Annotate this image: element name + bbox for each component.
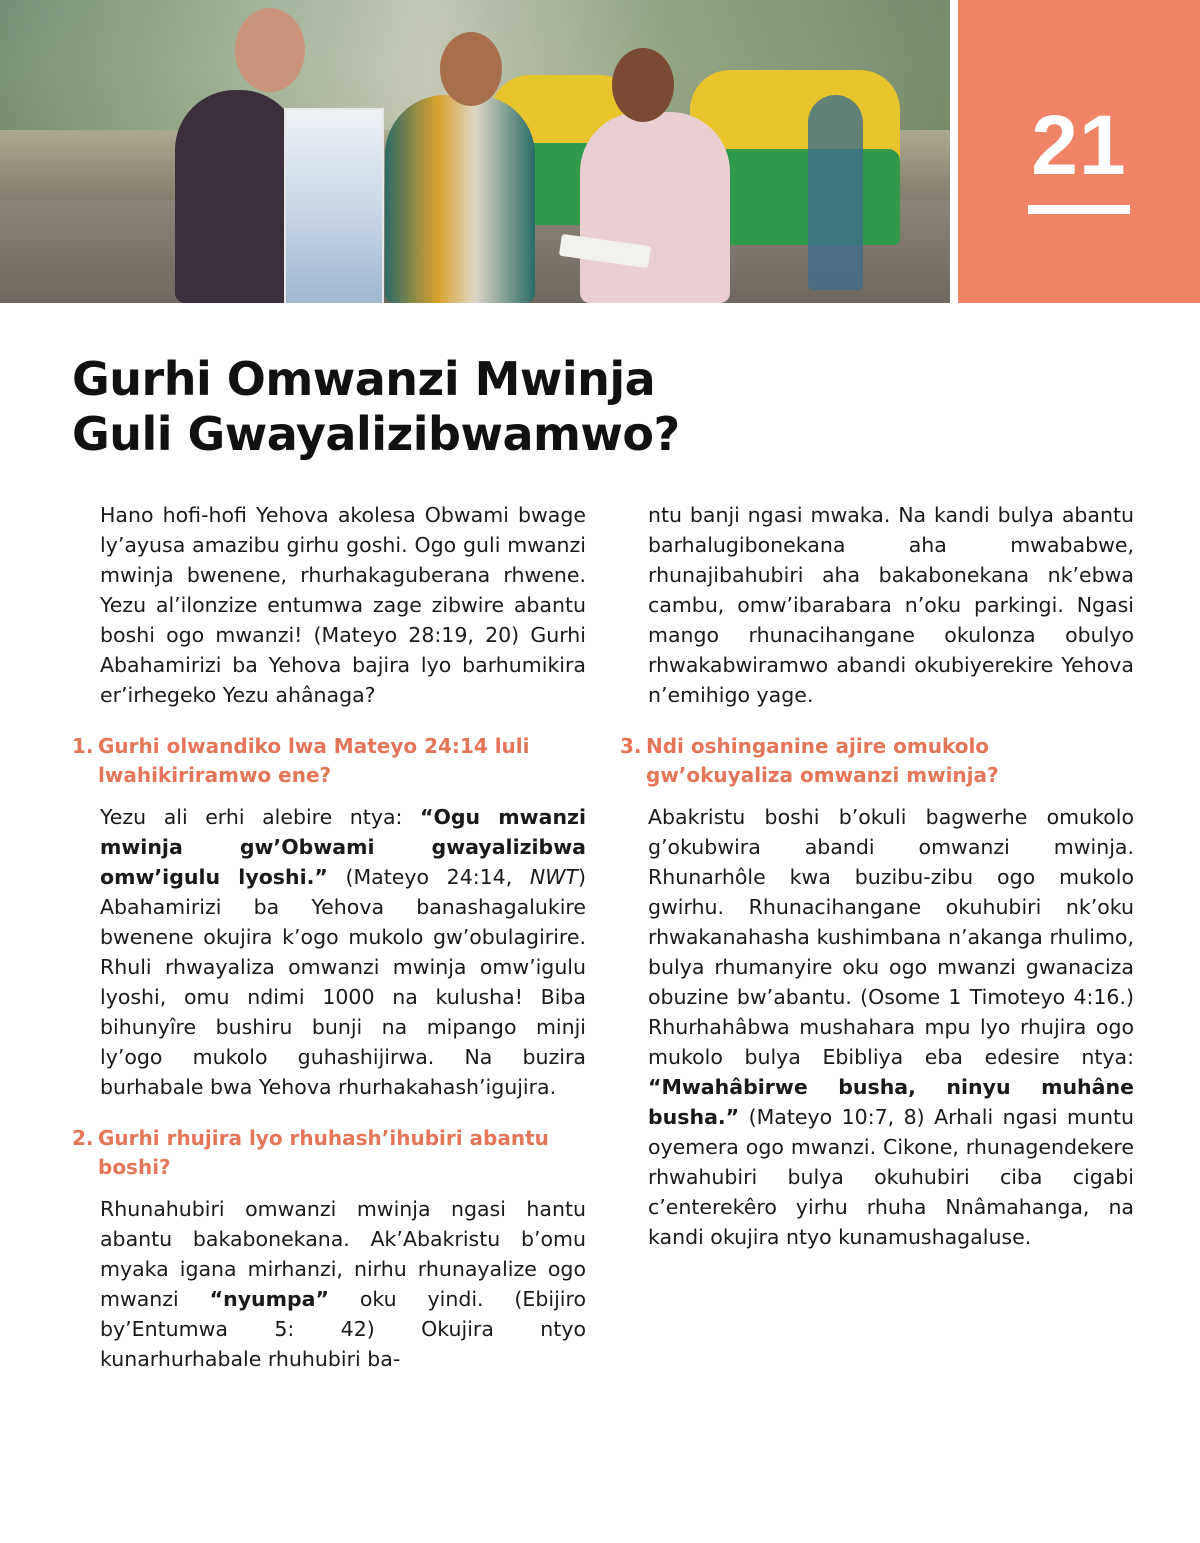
answer-2-rest: oku yindi. (Ebijiro by’Entumwa 5: 42) Okujira ntyo kunarhurhabale rhuhubiri ba-	[100, 1287, 586, 1371]
left-column	[72, 500, 586, 1396]
intro-paragraph: Hano hofi-hofi Yehova akolesa Obwami bwage ly’ayusa amazibu girhu goshi. Ogo guli mwanzi mwinja bwenene, rhurhakaguberana rhwene. Yezu al’ilonzize entumwa zage zibwire abantu boshi ogo mwanzi! (Mateyo 28:19, 20) Gurhi Abahamirizi ba Yehova bajira lyo barhumikira er’irhegeko Yezu ahânaga?	[100, 503, 586, 707]
answer-2-quote: “nyumpa”	[209, 1287, 329, 1311]
question-2-text: Gurhi rhujira lyo rhuhash’ihubiri abantu boshi?	[98, 1126, 549, 1179]
answer-1-lead: Yezu ali erhi alebire ntya:	[100, 805, 420, 829]
title-line-2: Guli Gwayalizibwamwo?	[72, 407, 680, 461]
question-3	[620, 732, 1134, 790]
question-3-number: 3.	[620, 734, 642, 758]
question-3-text: Ndi oshinganine ajire omukolo gw’okuyaliza omwanzi mwinja?	[646, 734, 999, 787]
photo-person-man	[580, 112, 730, 303]
answer-2-paragraph	[100, 1194, 586, 1374]
photo-person-woman-center	[385, 95, 535, 303]
answer-2-continued: ntu banji ngasi mwaka. Na kandi bulya abantu barhalugibonekana aha mwababwe, rhunajibahubiri aha bakabonekana nk’ebwa cambu, omw’ibarabara n’oku parkingi. Ngasi mango rhunacihangane okulonza obulyo rhwakabwiramwo abandi okubiyerekire Yehova n’emihigo yage.	[648, 503, 1134, 707]
question-2-number: 2.	[72, 1126, 94, 1150]
answer-1-paragraph	[100, 802, 586, 1102]
right-column	[620, 500, 1134, 1274]
photo-person-woman-left	[175, 90, 300, 303]
answer-3-rest: (Mateyo 10:7, 8) Arhali ngasi muntu oyemera ogo mwanzi. Cikone, rhunagendekere rhwahubiri bulya okuhubiri ciba cigabi c’enterekêro yirhu rhuha Nnâmahanga, na kandi okujira ntyo kunamushagaluse.	[648, 1105, 1134, 1249]
photo-head-man	[612, 48, 674, 122]
answer-1-ref: (Mateyo 24:14,	[327, 865, 530, 889]
title-line-1: Gurhi Omwanzi Mwinja	[72, 352, 656, 406]
answer-1-quote: “Ogu mwanzi mwinja gw’Obwami gwayalizibwa omw’igulu lyoshi.”	[100, 805, 586, 889]
photo-poster	[284, 108, 384, 303]
question-1-number: 1.	[72, 734, 94, 758]
answer-3-paragraph	[648, 802, 1134, 1252]
question-1-text: Gurhi olwandiko lwa Mateyo 24:14 luli lwahikiriramwo ene?	[98, 734, 530, 787]
photo-head-woman-left	[235, 8, 305, 92]
question-2	[72, 1124, 586, 1182]
chapter-number: 21	[1031, 98, 1127, 192]
answer-1-ref-abbrev: NWT	[529, 865, 578, 889]
photo-head-woman-center	[440, 32, 502, 106]
chapter-badge	[958, 0, 1200, 303]
chapter-underline	[1028, 205, 1130, 214]
answer-3-lead: Abakristu boshi b’okuli bagwerhe omukolo g’okubwira abandi omwanzi mwinja. Rhunarhôle kwa buzibu-zibu ogo mukolo gwirhu. Rhunacihangane okuhubiri nk’oku rhwakanahasha kushimbana n’akanga rhulimo, bulya rhumanyire oku ogo mwanzi gwanaciza obuzine bw’abantu. (Osome 1 Timoteyo 4:16.) Rhurhahâbwa mushahara mpu lyo rhujira ogo mukolo bulya Ebibliya eba edesire ntya:	[648, 805, 1134, 1069]
header-photo	[0, 0, 950, 303]
page-title	[72, 352, 932, 462]
answer-2-lead: Rhunahubiri omwanzi mwinja ngasi hantu abantu bakabonekana. Ak’Abakristu b’omu myaka igana mirhanzi, nirhu rhunayalize ogo mwanzi	[100, 1197, 586, 1311]
answer-1-rest: ) Abahamirizi ba Yehova banashagalukire bwenene okujira k’ogo mukolo gw’obulagirire. Rhuli rhwayaliza omwanzi mwinja omw’igulu lyoshi, omu ndimi 1000 na kulusha! Biba bihunyîre bushiru bunji na mipango minji ly’ogo mukolo guhashijirwa. Na buzira burhabale bwa Yehova rhurhakahash’igujira.	[100, 865, 586, 1099]
answer-3-quote: “Mwahâbirwe busha, ninyu muhâne busha.”	[648, 1075, 1134, 1129]
photo-person-walker	[808, 95, 863, 290]
question-1	[72, 732, 586, 790]
